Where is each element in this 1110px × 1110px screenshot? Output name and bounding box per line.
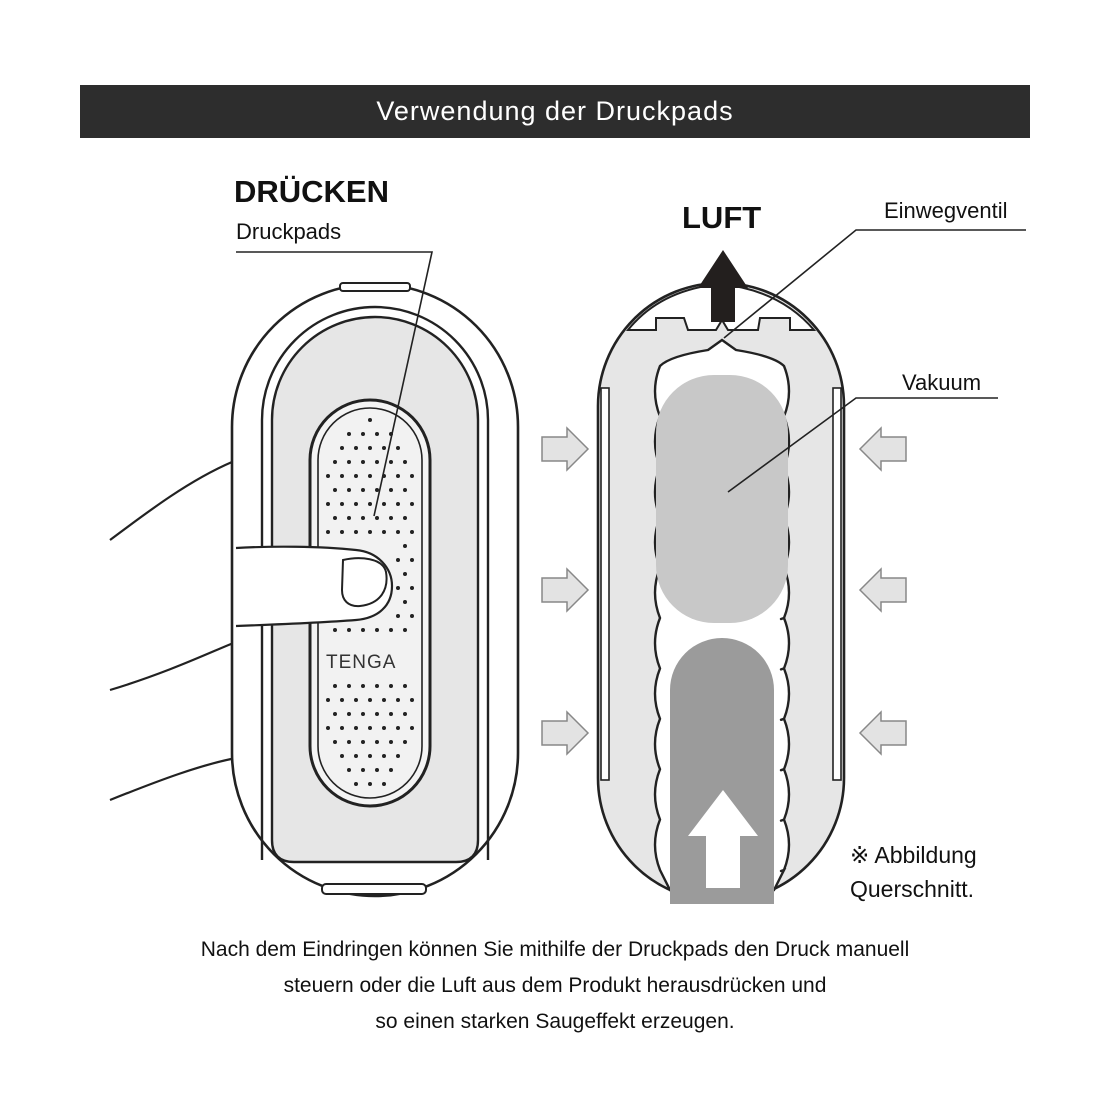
press-arrows-left	[542, 428, 588, 754]
right-cross-section	[598, 230, 1026, 904]
pad-dot	[340, 698, 344, 702]
pad-dot	[410, 614, 414, 618]
pad-dot	[326, 502, 330, 506]
pad-dot	[333, 712, 337, 716]
pad-dot	[354, 446, 358, 450]
pad-dot	[389, 684, 393, 688]
label-air: LUFT	[682, 200, 762, 235]
pad-dot	[347, 740, 351, 744]
pad-dot	[354, 754, 358, 758]
pad-dot	[396, 726, 400, 730]
pad-dot	[340, 474, 344, 478]
press-arrow-left-2	[542, 569, 588, 611]
pad-dot	[347, 516, 351, 520]
pad-dot	[410, 726, 414, 730]
pad-dot	[389, 488, 393, 492]
hand-outline	[110, 462, 236, 800]
pad-dot	[333, 460, 337, 464]
cross-section-note	[850, 838, 977, 906]
pad-dot	[340, 502, 344, 506]
pad-dot	[375, 628, 379, 632]
pad-dot	[347, 488, 351, 492]
pad-dot	[396, 446, 400, 450]
pad-dot	[354, 782, 358, 786]
pad-dot	[382, 698, 386, 702]
pad-dot	[410, 586, 414, 590]
pad-dot	[403, 600, 407, 604]
caption-line-3: so einen starken Saugeffekt erzeugen.	[375, 1010, 735, 1033]
left-product	[110, 252, 518, 896]
pad-dot	[354, 530, 358, 534]
pad-dot	[396, 614, 400, 618]
shell-foot	[322, 884, 426, 894]
pad-dot	[389, 740, 393, 744]
pad-dot	[333, 516, 337, 520]
tenga-logo: TENGA	[326, 652, 397, 673]
press-arrow-left-1	[542, 428, 588, 470]
pad-dot	[333, 628, 337, 632]
label-pads: Druckpads	[236, 219, 342, 244]
pad-dot	[396, 754, 400, 758]
pad-dot	[410, 530, 414, 534]
pad-dot	[361, 768, 365, 772]
side-slot-right	[833, 388, 841, 780]
pad-dot	[361, 432, 365, 436]
pad-dot	[403, 460, 407, 464]
pad-dot	[368, 698, 372, 702]
pad-dot	[368, 446, 372, 450]
pad-dot	[375, 712, 379, 716]
press-arrows-right	[860, 428, 906, 754]
pad-dot	[326, 530, 330, 534]
pad-dot	[340, 530, 344, 534]
pad-dot	[375, 516, 379, 520]
press-arrow-right-3	[860, 712, 906, 754]
press-arrow-left-3	[542, 712, 588, 754]
pad-dot	[396, 474, 400, 478]
pad-dot	[403, 488, 407, 492]
pad-dot	[361, 488, 365, 492]
side-slot-left	[601, 388, 609, 780]
pad-dot	[375, 740, 379, 744]
pad-dot	[326, 698, 330, 702]
pad-dot	[375, 432, 379, 436]
pad-dot	[347, 460, 351, 464]
pad-dot	[389, 516, 393, 520]
pad-dot	[368, 754, 372, 758]
pad-dot	[410, 698, 414, 702]
pad-dot	[354, 698, 358, 702]
pad-dot	[389, 628, 393, 632]
pad-dot	[396, 530, 400, 534]
pad-dot	[368, 418, 372, 422]
header-title: Verwendung der Druckpads	[376, 96, 734, 126]
pad-dot	[340, 754, 344, 758]
pad-dot	[389, 460, 393, 464]
pad-dot	[375, 768, 379, 772]
pad-dot	[361, 460, 365, 464]
pad-dot	[368, 530, 372, 534]
pad-dot	[403, 740, 407, 744]
pad-dot	[347, 684, 351, 688]
pad-dot	[340, 446, 344, 450]
pad-dot	[382, 726, 386, 730]
pad-dot	[368, 474, 372, 478]
pad-dot	[347, 712, 351, 716]
caption-line-1: Nach dem Eindringen können Sie mithilfe der Druckpads den Druck manuell	[200, 938, 910, 961]
pad-dot	[361, 740, 365, 744]
label-vacuum: Vakuum	[902, 370, 982, 395]
note-line-1: ※ Abbildung	[850, 842, 977, 868]
pad-dot	[382, 754, 386, 758]
pad-dot	[347, 628, 351, 632]
pad-dot	[354, 726, 358, 730]
caption-line-2: steuern oder die Luft aus dem Produkt herausdrücken und	[283, 974, 827, 997]
pad-dot	[403, 628, 407, 632]
pad-dot	[403, 572, 407, 576]
pad-dot	[403, 684, 407, 688]
pad-dot	[333, 488, 337, 492]
pad-dot	[347, 432, 351, 436]
label-valve: Einwegventil	[884, 198, 1008, 223]
pad-dot	[382, 530, 386, 534]
pad-dot	[382, 782, 386, 786]
pad-dot	[389, 712, 393, 716]
vacuum-region	[656, 375, 788, 623]
pad-dot	[403, 544, 407, 548]
pad-dot	[361, 628, 365, 632]
shell-cap	[340, 283, 410, 291]
press-arrow-right-1	[860, 428, 906, 470]
pad-dot	[403, 712, 407, 716]
pad-dot	[354, 502, 358, 506]
pad-dot	[368, 502, 372, 506]
pad-dot	[361, 712, 365, 716]
pad-dot	[347, 768, 351, 772]
pad-dot	[375, 684, 379, 688]
press-arrow-right-2	[860, 569, 906, 611]
label-press: DRÜCKEN	[234, 174, 389, 209]
note-line-2: Querschnitt.	[850, 876, 974, 902]
pad-dot	[410, 502, 414, 506]
pad-dot	[340, 726, 344, 730]
pad-dot	[382, 446, 386, 450]
pad-dot	[368, 782, 372, 786]
pad-dot	[396, 698, 400, 702]
pad-dot	[396, 558, 400, 562]
pad-dot	[368, 726, 372, 730]
pad-dot	[396, 586, 400, 590]
pad-dot	[326, 726, 330, 730]
pad-dot	[382, 502, 386, 506]
pad-dot	[333, 740, 337, 744]
pad-dot	[361, 684, 365, 688]
pad-dot	[396, 502, 400, 506]
caption	[0, 932, 1110, 1040]
pad-dot	[361, 516, 365, 520]
pad-dot	[326, 474, 330, 478]
pad-dot	[375, 488, 379, 492]
pad-dot	[333, 684, 337, 688]
pad-dot	[410, 558, 414, 562]
pad-dot	[375, 460, 379, 464]
pad-dot	[389, 768, 393, 772]
pad-dot	[354, 474, 358, 478]
pad-dot	[410, 474, 414, 478]
pad-dot	[403, 516, 407, 520]
